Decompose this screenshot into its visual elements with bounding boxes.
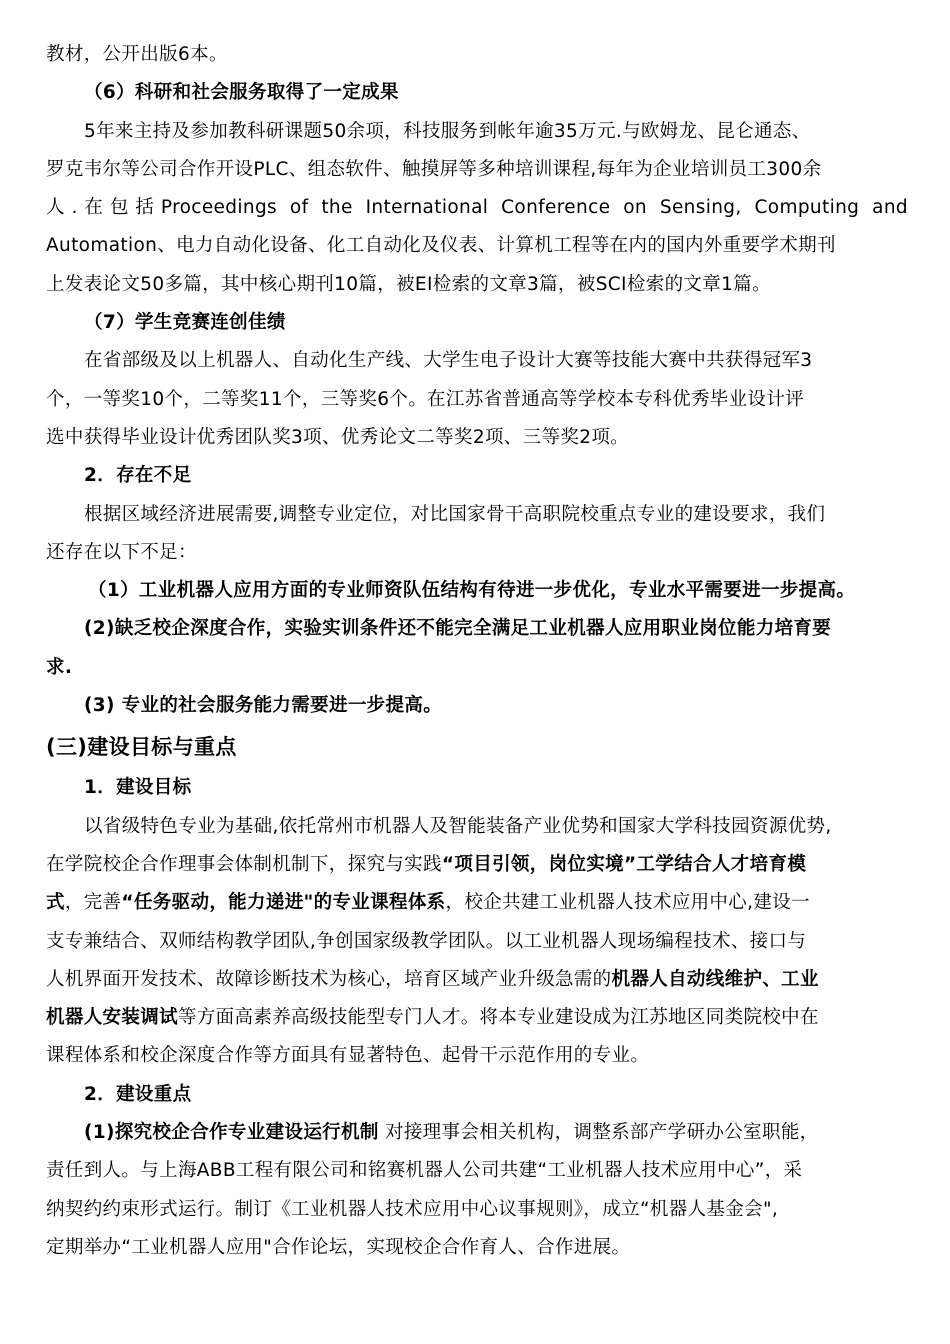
body-text: 等方面高素养高级技能型专门人才。将本专业建设成为江苏地区同类院校中在 [177, 1007, 819, 1029]
body-text: 还存在以下不足： [46, 541, 197, 563]
section-heading [46, 725, 908, 769]
body-text: 在省部级及以上机器人、自动化生产线、大学生电子设计大赛等技能大赛中共获得冠军3 [84, 350, 813, 372]
line [46, 884, 908, 922]
line [46, 572, 908, 610]
body-text: 选中获得毕业设计优秀团队奖3项、优秀论文二等奖2项、三等奖2项。 [46, 426, 630, 448]
line [46, 1152, 908, 1190]
line [46, 342, 908, 380]
line [46, 1037, 908, 1075]
line [46, 687, 908, 725]
body-text: 纳契约约束形式运行。制订《工业机器人技术应用中心议事规则》，成立“机器人基金会", [46, 1198, 779, 1220]
line [46, 999, 908, 1037]
body-text: 在学院校企合作理事会体制机制下，探究与实践 [46, 853, 442, 875]
bold-text: （1）工业机器人应用方面的专业师资队伍结构有待进一步优化，专业水平需要进一步提高。 [88, 580, 856, 602]
line [46, 534, 908, 572]
line [46, 1191, 908, 1229]
bold-text: “任务驱动，能力递进"的专业课程体系 [121, 892, 446, 914]
bold-text: （6）科研和社会服务取得了一定成果 [84, 82, 399, 104]
line [46, 649, 908, 687]
line [46, 1114, 908, 1152]
bold-text: 机器人安装调试 [46, 1007, 178, 1029]
bold-text: (3) 专业的社会服务能力需要进一步提高。 [84, 695, 443, 717]
line [46, 496, 908, 534]
body-text: 定期举办“工业机器人应用"合作论坛，实现校企合作育人、合作进展。 [46, 1236, 631, 1258]
line [46, 457, 908, 495]
line [46, 36, 908, 74]
bold-text: 2．建设重点 [84, 1083, 192, 1105]
line [46, 846, 908, 884]
line [46, 808, 908, 846]
bold-text: （7）学生竞赛连创佳绩 [84, 312, 286, 334]
body-text: 根据区域经济进展需要,调整专业定位，对比国家骨干高职院校重点专业的建设要求，我们 [84, 503, 826, 525]
bold-text: 式 [46, 892, 65, 914]
line [46, 74, 908, 112]
line [46, 769, 908, 807]
line [46, 189, 908, 227]
line [46, 961, 908, 999]
bold-text: 机器人自动线维护、工业 [611, 968, 819, 990]
body-text: 课程体系和校企深度合作等方面具有显著特色、起骨干示范作用的专业。 [46, 1045, 650, 1067]
body-text: 以省级特色专业为基础,依托常州市机器人及智能装备产业优势和国家大学科技园资源优势, [84, 815, 832, 837]
body-text: 上发表论文50多篇，其中核心期刊10篇，被EI检索的文章3篇，被SCI检索的文章1篇。 [46, 273, 771, 295]
bold-text: 工学结合人才培育模 [636, 853, 807, 875]
bold-text: 2．存在不足 [84, 465, 192, 487]
bold-text: (2)缺乏校企深度合作，实验实训条件还不能完全满足工业机器人应用职业岗位能力培育要 [84, 618, 832, 640]
line [46, 266, 908, 304]
body-text: Automation、电力自动化设备、化工自动化及仪表、计算机工程等在内的国内外重要学术期刊 [46, 235, 836, 257]
bold-text: 1．建设目标 [84, 777, 192, 799]
body-text: 支专兼结合、双师结构教学团队,争创国家级教学团队。以工业机器人现场编程技术、接口与 [46, 930, 807, 952]
line [46, 419, 908, 457]
body-text: 教材，公开出版6本。 [46, 44, 228, 65]
bold-text: (1)探究校企合作专业建设运行机制 [84, 1122, 379, 1144]
body-text: 责任到人。与上海ABB工程有限公司和铭赛机器人公司共建“工业机器人技术应用中心”，采 [46, 1160, 803, 1182]
line [46, 304, 908, 342]
body-text: 5年来主持及参加教科研课题50余项，科技服务到帐年逾35万元.与欧姆龙、昆仑通态、 [84, 120, 811, 142]
line [46, 151, 908, 189]
line [46, 610, 908, 648]
document-page [46, 36, 908, 1267]
bold-text: 求. [46, 656, 73, 678]
line [46, 381, 908, 419]
body-text: 人机界面开发技术、故障诊断技术为核心，培育区域产业升级急需的 [46, 968, 612, 990]
line [46, 1076, 908, 1114]
line [46, 1229, 908, 1267]
bold-text: “项目引领，岗位实境” [441, 853, 637, 875]
body-text: 个，一等奖10个，二等奖11个，三等奖6个。在江苏省普通高等学校本专科优秀毕业设计评 [46, 388, 805, 410]
body-text: 人.在包括Proceedings of the International Conference on Sensing, Computing and [46, 197, 908, 219]
line [46, 227, 908, 265]
body-text: ，校企共建工业机器人技术应用中心,建设一 [445, 892, 810, 914]
line [46, 923, 908, 961]
body-text: ，完善 [64, 892, 122, 914]
body-text: 对接理事会相关机构，调整系部产学研办公室职能， [378, 1122, 819, 1144]
bold-text: (三)建设目标与重点 [46, 735, 237, 760]
line [46, 113, 908, 151]
body-text: 罗克韦尔等公司合作开设PLC、组态软件、触摸屏等多种培训课程,每年为企业培训员工300余 [46, 158, 822, 180]
